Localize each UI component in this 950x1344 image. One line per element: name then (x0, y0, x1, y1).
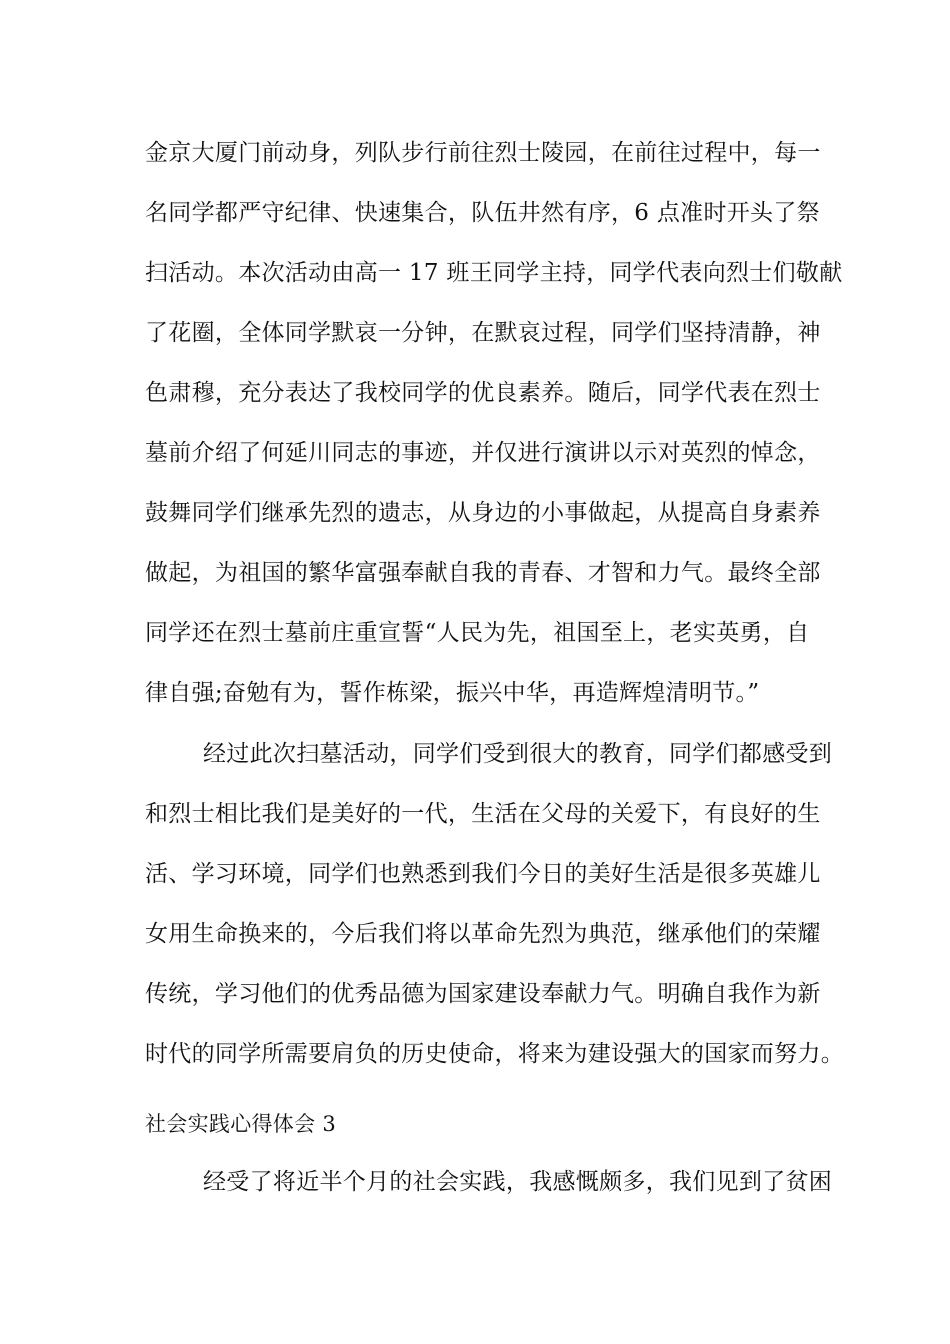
text-line: 时代的同学所需要肩负的历史使命，将来为建设强大的国家而努力。 (145, 1041, 844, 1067)
text-line: 墓前介绍了何延川同志的事迹，并仅进行演讲以示对英烈的悼念， (145, 440, 821, 466)
text-line: 扫活动。本次活动由高一 17 班王同学主持，同学代表向烈士们敬献 (145, 260, 843, 286)
section-heading: 社会实践心得体会 3 (145, 1112, 337, 1136)
text-line: 律自强;奋勉有为，誓作栋梁，振兴中华，再造辉煌清明节。” (145, 680, 760, 706)
text-line: 做起，为祖国的繁华富强奉献自我的青春、才智和力气。最终全部 (145, 560, 821, 586)
text-line: 活、学习环境，同学们也熟悉到我们今日的美好生活是很多英雄儿 (145, 861, 821, 887)
text-line: 女用生命换来的，今后我们将以革命先烈为典范，继承他们的荣耀 (145, 921, 821, 947)
text-line: 金京大厦门前动身，列队步行前往烈士陵园，在前往过程中，每一 (145, 140, 821, 166)
text-line: 鼓舞同学们继承先烈的遗志，从身边的小事做起，从提高自身素养 (145, 500, 821, 526)
text-line: 色肃穆，充分表达了我校同学的优良素养。随后，同学代表在烈士 (145, 380, 821, 406)
text-line: 传统，学习他们的优秀品德为国家建设奉献力气。明确自我作为新 (145, 981, 821, 1007)
text-line: 了花圈，全体同学默哀一分钟，在默哀过程，同学们坚持清静，神 (145, 320, 821, 346)
text-line: 名同学都严守纪律、快速集合，队伍井然有序，6 点准时开头了祭 (145, 200, 820, 226)
text-line: 同学还在烈士墓前庄重宣誓“人民为先，祖国至上，老实英勇，自 (145, 620, 810, 646)
text-line: 经受了将近半个月的社会实践，我感慨颇多，我们见到了贫困 (203, 1169, 833, 1195)
text-line: 经过此次扫墓活动，同学们受到很大的教育，同学们都感受到 (203, 741, 833, 767)
text-line: 和烈士相比我们是美好的一代，生活在父母的关爱下，有良好的生 (145, 801, 821, 827)
